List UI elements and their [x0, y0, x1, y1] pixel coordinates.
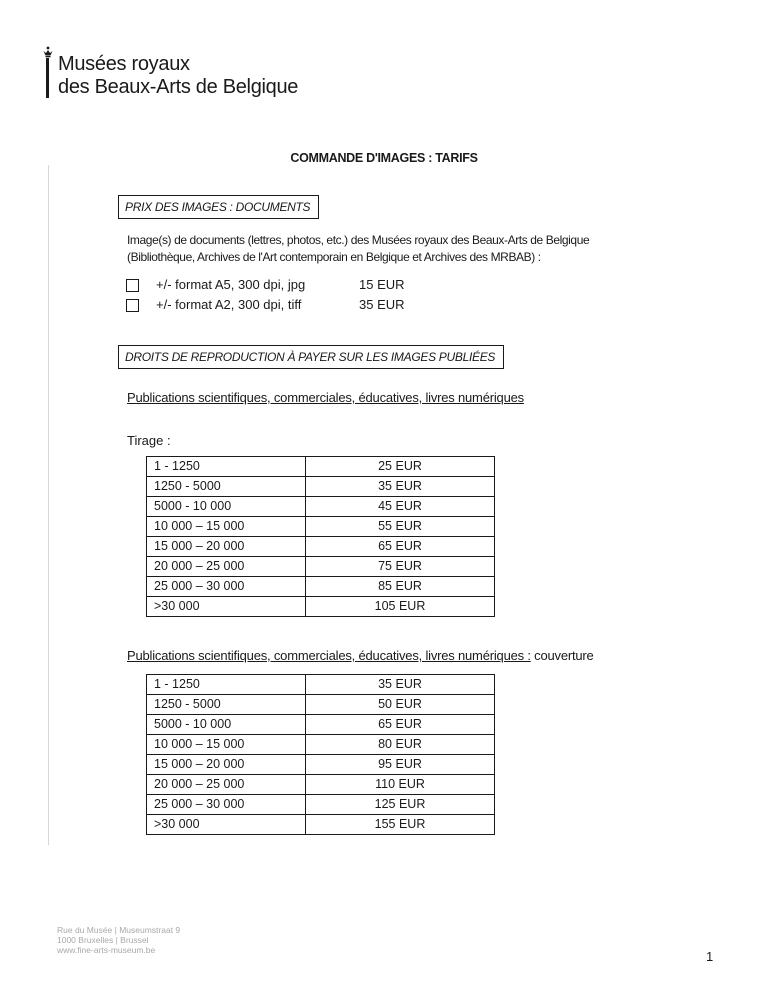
logo-text	[58, 53, 298, 99]
table-row	[147, 457, 495, 477]
tirage-range: 15 000 – 20 000	[147, 537, 306, 557]
tirage-price: 55 EUR	[306, 517, 495, 537]
tirage-price: 35 EUR	[306, 675, 495, 695]
table-row	[147, 537, 495, 557]
margin-rule	[48, 165, 49, 845]
logo-line-2: des Beaux-Arts de Belgique	[58, 76, 299, 98]
tirage-price: 95 EUR	[306, 755, 495, 775]
crown-icon	[42, 46, 54, 58]
tirage-price: 25 EUR	[306, 457, 495, 477]
description-line-1: Image(s) de documents (lettres, photos, etc.) des Musées royaux des Beaux-Arts de Belgique	[127, 233, 590, 247]
tirage-range: >30 000	[147, 597, 306, 617]
tirage-price: 50 EUR	[306, 695, 495, 715]
tirage-range: >30 000	[147, 815, 306, 835]
tirage-range: 1250 - 5000	[147, 695, 306, 715]
tirage-range: 20 000 – 25 000	[147, 775, 306, 795]
page-title: COMMANDE D'IMAGES : TARIFS	[290, 151, 478, 165]
footer-website-link[interactable]: www.fine-arts-museum.be	[57, 945, 156, 955]
publications-subheading	[127, 390, 524, 405]
table-row	[147, 815, 495, 835]
documents-description	[127, 232, 589, 266]
table-row	[147, 517, 495, 537]
tirage-price: 110 EUR	[306, 775, 495, 795]
cover-subheading	[127, 648, 594, 663]
tirage-range: 25 000 – 30 000	[147, 795, 306, 815]
cover-subheading-text: Publications scientifiques, commerciales, éducatives, livres numériques :	[127, 648, 531, 663]
tirage-range: 1 - 1250	[147, 675, 306, 695]
tirage-price: 155 EUR	[306, 815, 495, 835]
tirage-price: 75 EUR	[306, 557, 495, 577]
tirage-range: 1250 - 5000	[147, 477, 306, 497]
table-row	[147, 715, 495, 735]
table-row	[147, 755, 495, 775]
footer-address-line-2: 1000 Bruxelles | Brussel	[57, 935, 149, 945]
tirage-range: 20 000 – 25 000	[147, 557, 306, 577]
tirage-price: 105 EUR	[306, 597, 495, 617]
tirage-range: 15 000 – 20 000	[147, 755, 306, 775]
section-heading-reproduction: DROITS DE REPRODUCTION À PAYER SUR LES IMAGES PUBLIÉES	[118, 345, 504, 369]
tirage-range: 10 000 – 15 000	[147, 517, 306, 537]
tariff-table-cover	[146, 674, 495, 835]
tirage-price: 85 EUR	[306, 577, 495, 597]
tirage-price: 35 EUR	[306, 477, 495, 497]
tariff-table-publications	[146, 456, 495, 617]
footer-address-line-1: Rue du Musée | Museumstraat 9	[57, 925, 181, 935]
tirage-price: 80 EUR	[306, 735, 495, 755]
table-row	[147, 735, 495, 755]
table-row	[147, 795, 495, 815]
publications-subheading-text: Publications scientifiques, commerciales, éducatives, livres numériques	[127, 390, 524, 405]
checkbox-icon[interactable]	[126, 299, 139, 312]
format-price: 35 EUR	[359, 297, 405, 312]
tirage-range: 25 000 – 30 000	[147, 577, 306, 597]
section-heading-documents: PRIX DES IMAGES : DOCUMENTS	[118, 195, 319, 219]
table-row	[147, 477, 495, 497]
logo-line-1: Musées royaux	[58, 53, 190, 75]
logo-bar	[46, 58, 49, 98]
tirage-price: 125 EUR	[306, 795, 495, 815]
tirage-range: 5000 - 10 000	[147, 497, 306, 517]
table-row	[147, 557, 495, 577]
format-label: +/- format A5, 300 dpi, jpg	[156, 277, 306, 292]
format-price: 15 EUR	[359, 277, 405, 292]
tirage-price: 45 EUR	[306, 497, 495, 517]
tirage-label: Tirage :	[127, 433, 171, 448]
table-row	[147, 577, 495, 597]
tirage-range: 5000 - 10 000	[147, 715, 306, 735]
page-number: 1	[706, 949, 714, 964]
cover-subheading-suffix: couverture	[530, 648, 594, 663]
table-row	[147, 675, 495, 695]
tirage-range: 1 - 1250	[147, 457, 306, 477]
table-row	[147, 775, 495, 795]
tirage-range: 10 000 – 15 000	[147, 735, 306, 755]
tirage-price: 65 EUR	[306, 537, 495, 557]
format-label: +/- format A2, 300 dpi, tiff	[156, 297, 302, 312]
description-line-2: (Bibliothèque, Archives de l'Art contemporain en Belgique et Archives des MRBAB) :	[127, 250, 541, 264]
footer-address	[57, 925, 180, 955]
checkbox-icon[interactable]	[126, 279, 139, 292]
table-row	[147, 695, 495, 715]
table-row	[147, 497, 495, 517]
tirage-price: 65 EUR	[306, 715, 495, 735]
table-row	[147, 597, 495, 617]
